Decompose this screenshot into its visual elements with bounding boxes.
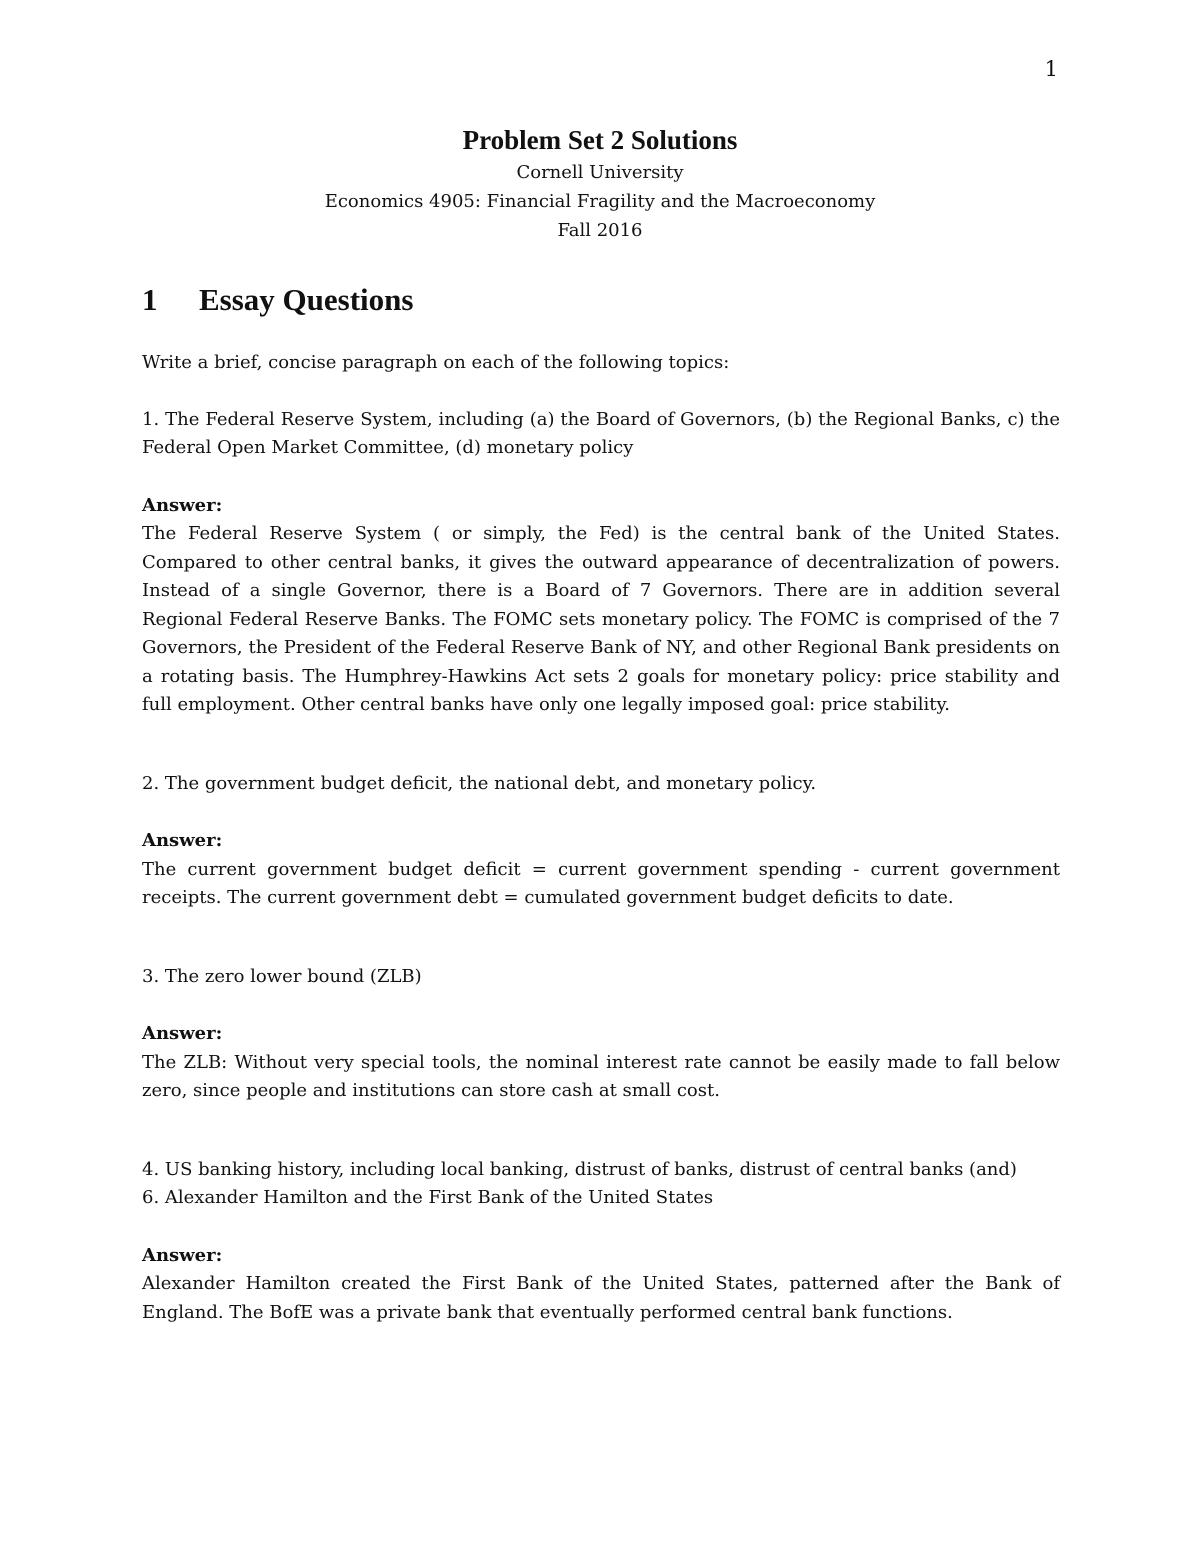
answer-label: Answer: bbox=[142, 830, 223, 851]
answer-1: The Federal Reserve System ( or simply, the Fed) is the central bank of the United States. Compared to other central banks, it gives the outward appearance of decentralization of powers. Instead of a single Governor, there is a Board of 7 Governors. There are in addition several Regional Federal Reserve Banks. The FOMC sets monetary policy. The FOMC is comprised of the 7 Governors, the President of the Federal Reserve Bank of NY, and other Regional Bank presidents on a rotating basis. The Humphrey-Hawkins Act sets 2 goals for monetary policy: price stability and full employment. Other central banks have only one legally imposed goal: price stability. bbox=[142, 523, 1060, 715]
question-2: 2. The government budget deficit, the national debt, and monetary policy. bbox=[142, 772, 817, 794]
answer-label: Answer: bbox=[142, 1023, 223, 1044]
question-3: 3. The zero lower bound (ZLB) bbox=[142, 965, 422, 987]
answer-4: Alexander Hamilton created the First Bank of the United States, patterned after the Bank of England. The BofE was a private bank that eventually performed central bank functions. bbox=[142, 1273, 1060, 1323]
answer-3: The ZLB: Without very special tools, the nominal interest rate cannot be easily made to fall below zero, since people and institutions can store cash at small cost. bbox=[142, 1051, 1060, 1101]
section-number: 1 bbox=[142, 282, 158, 317]
answer-2: The current government budget deficit = current government spending - current government receipts. The current government debt = cumulated government budget deficits to date. bbox=[142, 858, 1060, 908]
question-4-6 bbox=[142, 1156, 1060, 1213]
answer-block-3 bbox=[142, 1020, 1060, 1106]
title-block bbox=[0, 122, 1200, 245]
term: Fall 2016 bbox=[557, 220, 643, 241]
answer-block-1 bbox=[142, 492, 1060, 720]
question-1: 1. The Federal Reserve System, including (a) the Board of Governors, (b) the Regional Banks, c) the Federal Open Market Committee, (d) monetary policy bbox=[142, 408, 1060, 458]
answer-label: Answer: bbox=[142, 1244, 223, 1266]
main-content bbox=[142, 278, 1060, 1377]
document-title: Problem Set 2 Solutions bbox=[462, 125, 738, 155]
section-heading bbox=[142, 278, 1060, 322]
answer-block-2 bbox=[142, 827, 1060, 913]
answer-block-4 bbox=[142, 1242, 1060, 1328]
answer-label: Answer: bbox=[142, 494, 223, 516]
intro-text: Write a brief, concise paragraph on each of the following topics: bbox=[142, 352, 730, 373]
institution: Cornell University bbox=[516, 162, 684, 183]
page-number: 1 bbox=[1044, 57, 1058, 81]
question-4: 4. US banking history, including local banking, distrust of banks, distrust of central banks (and) bbox=[142, 1158, 1017, 1180]
question-6: 6. Alexander Hamilton and the First Bank of the United States bbox=[142, 1187, 714, 1208]
section-title: Essay Questions bbox=[199, 282, 414, 317]
course-name: Economics 4905: Financial Fragility and the Macroeconomy bbox=[324, 191, 876, 212]
